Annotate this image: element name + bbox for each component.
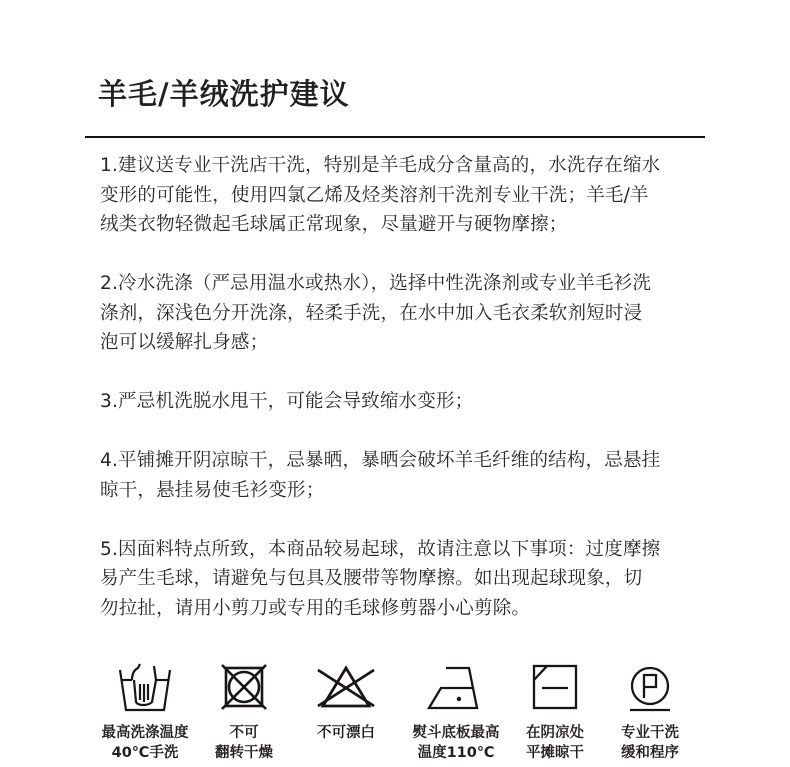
- instruction-line: 易产生毛球，请避免与包具及腰带等物摩擦。如出现起球现象，切: [100, 568, 643, 589]
- paragraph-gap: [100, 240, 700, 270]
- iron-low-icon: [425, 662, 487, 714]
- hand-wash-icon: [114, 662, 176, 714]
- instruction-line: 涤剂，深浅色分开洗涤，轻柔手洗，在水中加入毛衣柔软剂短时浸: [100, 302, 643, 324]
- page-title: 羊毛/羊绒洗护建议: [98, 77, 350, 111]
- care-symbol-label: [500, 723, 610, 763]
- instruction-line: 5.因面料特点所致，本商品较易起球，故请注意以下事项：过度摩擦: [100, 538, 661, 560]
- label-line-1: 不可漂白: [317, 725, 375, 741]
- care-symbol-dry-flat-shade: [500, 662, 610, 763]
- title-divider: [85, 136, 705, 138]
- label-line-2: 平摊晾干: [526, 745, 584, 761]
- no-tumble-dry-icon: [213, 662, 275, 714]
- paragraph-gap: [100, 417, 700, 447]
- instruction-line: 4.平铺摊开阴凉晾干，忌暴晒，暴晒会破坏羊毛纤维的结构，忌悬挂: [100, 450, 661, 471]
- care-symbol-professional-dry-clean: [595, 662, 705, 763]
- no-bleach-icon: [315, 662, 377, 714]
- label-line-2: 翻转干燥: [215, 745, 273, 761]
- instruction-4: [100, 446, 700, 505]
- care-symbol-label: [90, 723, 200, 763]
- instruction-line: 3.严忌机洗脱水甩干，可能会导致缩水变形；: [100, 391, 474, 412]
- label-line-1: 在阴凉处: [526, 725, 584, 741]
- care-symbol-iron-low: [401, 662, 511, 763]
- instruction-line: 晾干，悬挂易使毛衫变形；: [100, 479, 325, 501]
- care-symbol-label: [291, 723, 401, 743]
- label-line-1: 熨斗底板最高: [412, 725, 500, 741]
- instruction-5: [100, 535, 700, 624]
- instruction-line: 变形的可能性，使用四氯乙烯及烃类溶剂干洗剂专业干洗；羊毛/羊: [100, 184, 649, 206]
- label-line-1: 专业干洗: [621, 725, 679, 741]
- label-line-2: 40℃手洗: [111, 745, 179, 761]
- care-symbol-label: [401, 723, 511, 763]
- care-symbol-no-bleach: [291, 662, 401, 743]
- instruction-line: 1.建议送专业干洗店干洗，特别是羊毛成分含量高的，水洗存在缩水: [100, 155, 661, 176]
- instruction-line: 绒类衣物轻微起毛球属正常现象，尽量避开与硬物摩擦；: [100, 214, 568, 235]
- care-instructions: [100, 151, 700, 623]
- instruction-1: [100, 151, 700, 240]
- label-line-2: 温度110℃: [417, 745, 495, 761]
- care-symbols: [95, 662, 695, 767]
- dry-flat-shade-icon: [524, 662, 586, 714]
- label-line-1: 不可: [229, 725, 259, 741]
- instruction-line: 泡可以缓解扎身感；: [100, 332, 269, 353]
- care-symbol-label: [189, 723, 299, 763]
- care-symbol-hand-wash: [90, 662, 200, 763]
- care-symbol-no-tumble-dry: [189, 662, 299, 763]
- instruction-2: [100, 269, 700, 358]
- professional-dry-clean-icon: [619, 662, 681, 714]
- instruction-3: [100, 387, 700, 417]
- label-line-1: 最高洗涤温度: [101, 725, 189, 741]
- paragraph-gap: [100, 358, 700, 388]
- instruction-line: 勿拉扯，请用小剪刀或专用的毛球修剪器小心剪除。: [100, 597, 531, 619]
- care-symbol-label: [595, 723, 705, 763]
- instruction-line: 2.冷水洗涤（严忌用温水或热水），选择中性洗涤剂或专业羊毛衫洗: [100, 273, 652, 294]
- label-line-2: 缓和程序: [621, 745, 679, 761]
- paragraph-gap: [100, 505, 700, 535]
